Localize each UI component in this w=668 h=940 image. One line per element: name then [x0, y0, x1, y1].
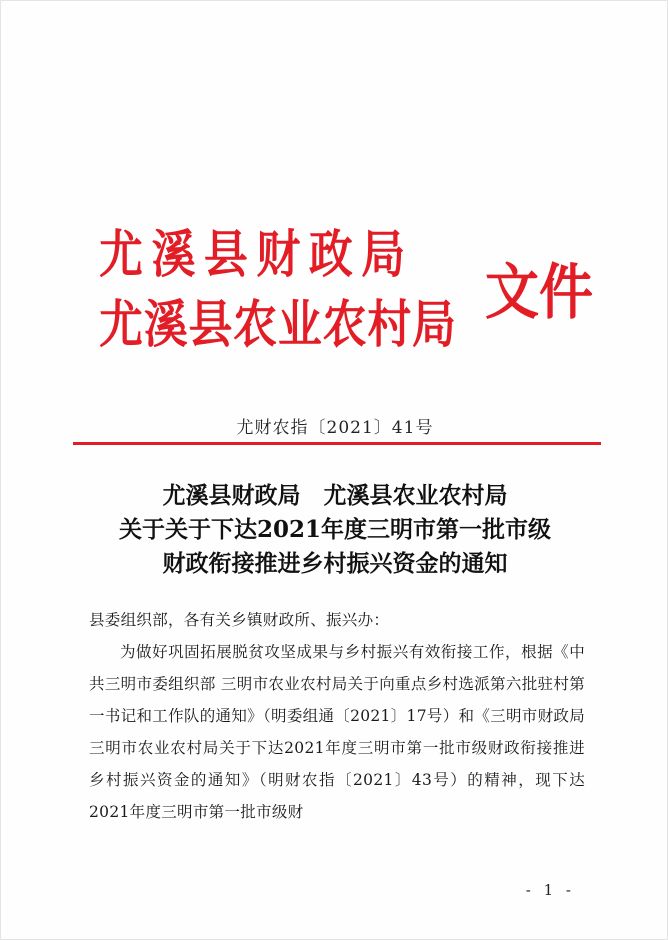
red-masthead [99, 211, 619, 371]
red-divider-line [73, 442, 601, 445]
masthead-suffix: 文件 [485, 258, 593, 328]
addressee-line: 县委组织部，各有关乡镇财政所、振兴办： [89, 611, 390, 629]
body-paragraph: 为做好巩固拓展脱贫攻坚成果与乡村振兴有效衔接工作，根据《中共三明市委组织部 三明市农业农村局关于向重点乡村选派第六批驻村第一书记和工作队的通知》（明委组通〔2021〕17号）和《三明市财政局 三明市农业农村局关于下达2021年度三明市第一批市级财政衔接推进乡村振兴资金的通知》（明财农指〔2021〕43号）的精神，现下达2021年度三明市第一批市级财 [89, 643, 585, 821]
title-line-3: 财政衔接推进乡村振兴资金的通知 [162, 550, 508, 577]
masthead-issuer-2: 尤溪县农业农村局 [99, 295, 457, 355]
document-body [89, 604, 585, 828]
title-line-1: 尤溪县财政局 尤溪县农业农村局 [162, 482, 508, 509]
title-line-2: 关于关于下达2021年度三明市第一批市级 [118, 516, 551, 543]
document-number: 尤财农指〔2021〕41号 [236, 418, 434, 438]
masthead-issuer-1: 尤溪县财政局 [99, 225, 414, 285]
document-title [1, 479, 668, 581]
page-number: - 1 - [525, 881, 575, 899]
